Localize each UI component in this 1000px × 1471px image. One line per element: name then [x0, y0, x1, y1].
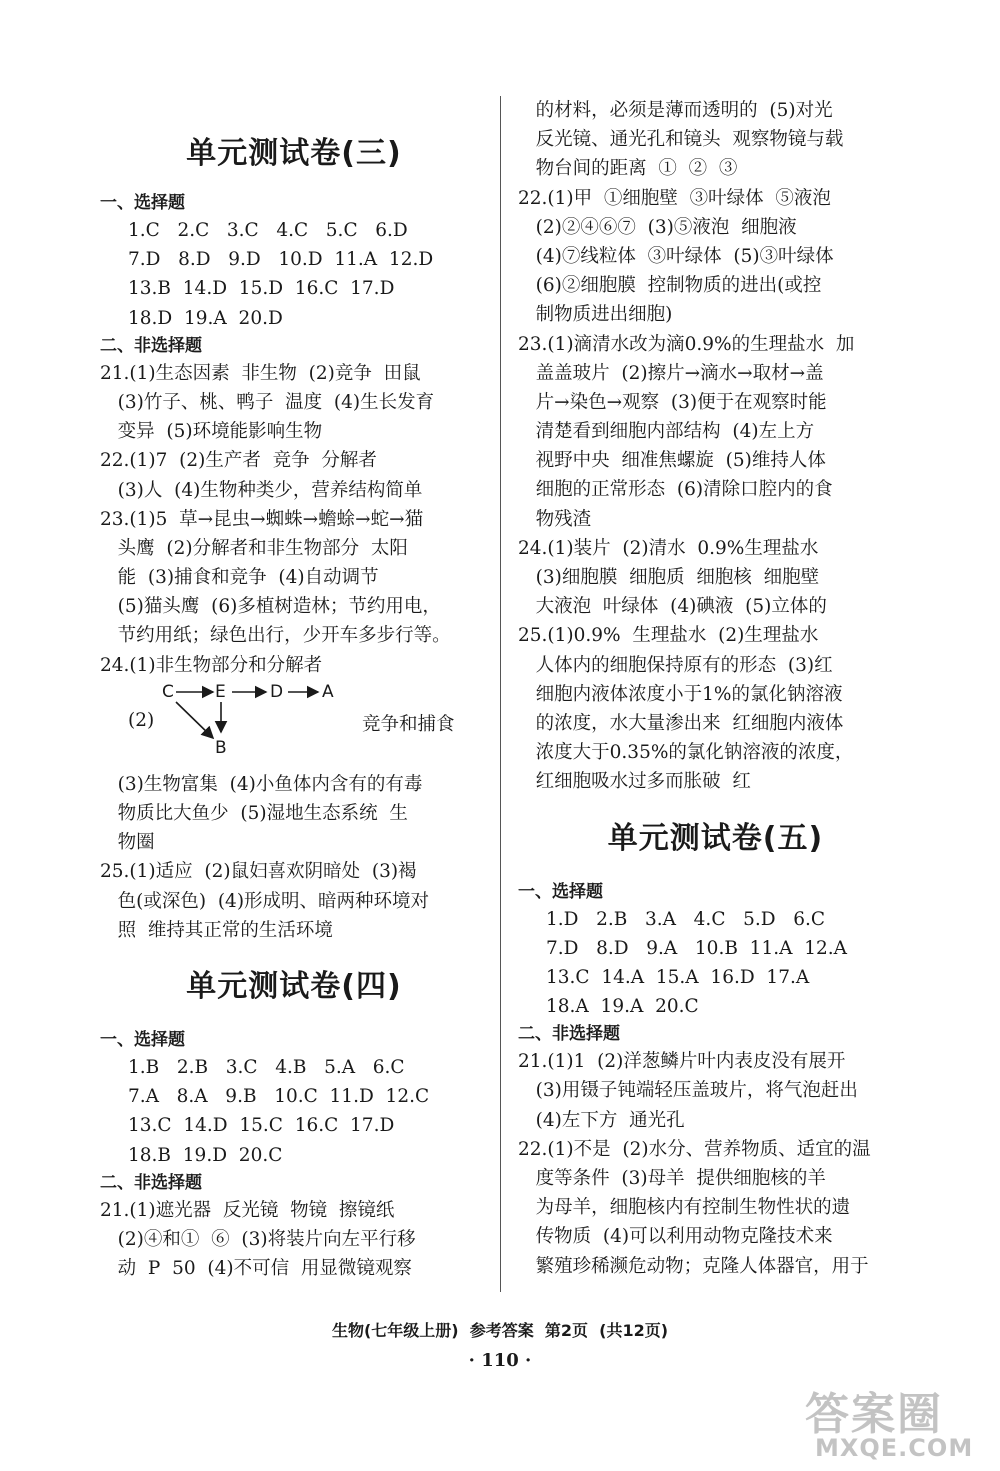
answer-line: 7.D 8.D 9.D 10.D 11.A 12.D	[128, 249, 434, 271]
node-a: A	[322, 681, 334, 702]
page-number: · 110 ·	[468, 1350, 532, 1371]
answer-line: 清楚看到细胞内部结构 (4)左上方	[518, 421, 815, 443]
answer-line: 盖盖玻片 (2)擦片→滴水→取材→盖	[518, 362, 824, 384]
answer-line: 传物质 (4)可以利用动物克隆技术来	[518, 1226, 833, 1248]
answer-line: 人体内的细胞保持原有的形态 (3)红	[518, 654, 833, 676]
watermark-logo-text: 答案圈	[805, 1389, 943, 1440]
mc-heading: 一、选择题	[100, 193, 185, 213]
answer-line: 18.B 19.D 20.C	[128, 1144, 283, 1166]
answer-line: 动 P 50 (4)不可信 用显微镜观察	[100, 1258, 412, 1280]
watermark-url: MXQE.COM	[815, 1434, 974, 1462]
answer-line: 色(或深色) (4)形成明、暗两种环境对	[100, 890, 430, 912]
answer-line: (4)左下方 通光孔	[518, 1109, 685, 1131]
node-c: C	[162, 681, 174, 702]
mc-answers	[518, 905, 913, 1022]
answer-line: 片→染色→观察 (3)便于在观察时能	[518, 391, 827, 413]
left-column	[100, 96, 488, 1283]
nonmc-heading: 二、非选择题	[518, 1024, 620, 1045]
answer-line: 23.(1)滴清水改为滴0.9%的生理盐水 加	[518, 333, 855, 355]
mc-answers	[100, 216, 488, 333]
diagram-answer: 竞争和捕食	[362, 713, 455, 735]
answer-line: (3)细胞膜 细胞质 细胞核 细胞壁	[518, 567, 820, 588]
answer-line: (2)④和① ⑥ (3)将装片向左平行移	[100, 1228, 416, 1250]
answer-line: 22.(1)不是 (2)水分、营养物质、适宜的温	[518, 1138, 871, 1160]
right-column	[518, 96, 913, 1281]
nonmc-answers	[100, 1196, 488, 1284]
answer-line: 25.(1)0.9% 生理盐水 (2)生理盐水	[518, 625, 819, 647]
food-chain-diagram	[100, 680, 488, 770]
answer-line: 21.(1)生态因素 非生物 (2)竞争 田鼠	[100, 362, 421, 384]
answer-line: 7.D 8.D 9.A 10.B 11.A 12.A	[546, 937, 848, 959]
answer-line: 度等条件 (3)母羊 提供细胞核的羊	[518, 1168, 826, 1189]
answer-line: 照 维持其正常的生活环境	[100, 919, 333, 941]
site-watermark	[795, 1378, 985, 1468]
answer-line: 细胞内液体浓度小于1%的氯化钠溶液	[518, 683, 843, 705]
answer-line: (5)猫头鹰 (6)多植树造林；节约用电，	[100, 596, 441, 618]
answer-line: 制物质进出细胞)	[518, 304, 673, 326]
section-title-unit5: 单元测试卷(五)	[607, 820, 824, 856]
column-divider	[500, 96, 501, 1292]
answer-line: 节约用纸；绿色出行，少开车多步行等。	[100, 625, 451, 647]
diagram-label: (2)	[128, 709, 155, 731]
answer-line: (3)竹子、桃、鸭子 温度 (4)生长发育	[100, 391, 435, 413]
answer-line: 1.C 2.C 3.C 4.C 5.C 6.D	[128, 220, 408, 241]
answer-line: 大液泡 叶绿体 (4)碘液 (5)立体的	[518, 596, 827, 618]
mc-heading: 一、选择题	[100, 1029, 185, 1050]
answer-line: 为母羊，细胞核内有控制生物性状的遗	[518, 1197, 851, 1219]
answer-line: 物圈	[100, 832, 155, 854]
answer-line: 13.B 14.D 15.D 16.C 17.D	[128, 278, 395, 300]
section-title-unit3: 单元测试卷(三)	[186, 136, 402, 171]
answer-line: (6)②细胞膜 控制物质的进出(或控	[518, 275, 822, 297]
answer-line: 13.C 14.D 15.C 16.C 17.D	[128, 1115, 395, 1137]
answer-line: 细胞的正常形态 (6)清除口腔内的食	[518, 479, 833, 501]
answer-line: 21.(1)1 (2)洋葱鳞片叶内表皮没有展开	[518, 1051, 846, 1073]
answer-line: 物台间的距离 ① ② ③	[518, 158, 738, 180]
page-footer: 生物(七年级上册) 参考答案 第2页 (共12页)	[331, 1321, 669, 1340]
answer-line: 18.D 19.A 20.D	[128, 307, 283, 329]
nonmc-heading: 二、非选择题	[100, 335, 202, 356]
answer-line: 物残渣	[518, 508, 592, 530]
answer-line: 25.(1)适应 (2)鼠妇喜欢阴暗处 (3)褐	[100, 861, 417, 883]
answer-line: 视野中央 细准焦螺旋 (5)维持人体	[518, 450, 826, 472]
answer-line: 7.A 8.A 9.B 10.C 11.D 12.C	[128, 1086, 430, 1108]
arrow-c-to-b	[176, 702, 213, 738]
nonmc-answers	[100, 359, 488, 680]
answer-line: 浓度大于0.35%的氯化钠溶液的浓度，	[518, 742, 854, 764]
answer-line: 的浓度，水大量渗出来 红细胞内液体	[518, 712, 844, 734]
mc-answers	[100, 1053, 488, 1170]
answer-line: 23.(1)5 草→昆虫→蜘蛛→蟾蜍→蛇→猫	[100, 508, 424, 530]
answer-line: (3)用镊子钝端轻压盖玻片，将气泡赶出	[518, 1080, 858, 1102]
answer-line: 变异 (5)环境能影响生物	[100, 421, 323, 443]
node-b: B	[215, 737, 227, 758]
answer-line: 头鹰 (2)分解者和非生物部分 太阳	[100, 537, 408, 559]
nonmc-answers-cont	[100, 770, 488, 945]
answer-line: 21.(1)遮光器 反光镜 物镜 擦镜纸	[100, 1199, 395, 1221]
answer-line: 能 (3)捕食和竞争 (4)自动调节	[100, 567, 379, 589]
answer-line: 1.B 2.B 3.C 4.B 5.A 6.C	[128, 1056, 405, 1078]
answer-line: 物质比大鱼少 (5)湿地生态系统 生	[100, 803, 408, 824]
answer-line: 反光镜、通光孔和镜头 观察物镜与载	[518, 129, 844, 151]
continued-answers	[518, 96, 913, 797]
answer-line: (4)⑦线粒体 ③叶绿体 (5)③叶绿体	[518, 245, 834, 267]
answer-line: (3)人 (4)生物种类少，营养结构简单	[100, 479, 423, 501]
nonmc-heading: 二、非选择题	[100, 1172, 202, 1193]
answer-line: 红细胞吸水过多而胀破 红	[518, 771, 751, 793]
answer-line: (2)②④⑥⑦ (3)⑤液泡 细胞液	[518, 216, 797, 238]
nonmc-answers	[518, 1047, 913, 1281]
answer-line: 24.(1)非生物部分和分解者	[100, 654, 323, 676]
answer-line: 的材料，必须是薄而透明的 (5)对光	[518, 100, 833, 121]
answer-line: 18.A 19.A 20.C	[546, 996, 699, 1018]
answer-line: 13.C 14.A 15.A 16.D 17.A	[546, 966, 810, 988]
answer-line: 22.(1)甲 ①细胞壁 ③叶绿体 ⑤液泡	[518, 187, 831, 209]
answer-line: 22.(1)7 (2)生产者 竞争 分解者	[100, 450, 377, 472]
section-title-unit4: 单元测试卷(四)	[186, 968, 402, 1004]
answer-line: 繁殖珍稀濒危动物；克隆人体器官，用于	[518, 1255, 869, 1277]
answer-line: (3)生物富集 (4)小鱼体内含有的有毒	[100, 773, 423, 795]
node-e: E	[215, 681, 226, 702]
answer-line: 24.(1)装片 (2)清水 0.9%生理盐水	[518, 537, 819, 559]
node-d: D	[270, 681, 284, 702]
answer-line: 1.D 2.B 3.A 4.C 5.D 6.C	[546, 908, 826, 930]
mc-heading: 一、选择题	[518, 881, 603, 902]
